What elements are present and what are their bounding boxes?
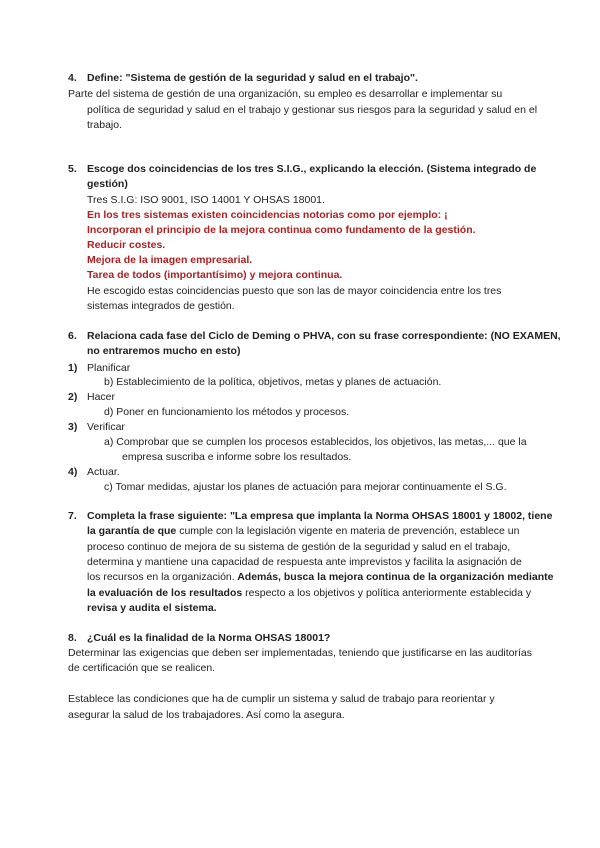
q7-bold-phrase: la evaluación de los resultados bbox=[87, 587, 243, 599]
q4-answer-line: Parte del sistema de gestión de una organización, su empleo es desarrollar e implementar su bbox=[68, 88, 503, 100]
q8-number: 8. bbox=[68, 632, 77, 644]
q5-red-line: Reducir costes. bbox=[87, 239, 166, 251]
phase-name: Hacer bbox=[87, 391, 116, 403]
q7-text: respecto a los objetivos y política anteriormente establecida y bbox=[242, 587, 532, 599]
phase-answer: d) Poner en funcionamiento los métodos y procesos. bbox=[104, 406, 350, 418]
q6-title-line: Relaciona cada fase del Ciclo de Deming o PHVA, con su frase correspondiente: (NO EXAMEN, bbox=[87, 330, 561, 342]
phase-number: 1) bbox=[68, 362, 78, 374]
q7-line bbox=[87, 571, 553, 584]
q7-line: revisa y audita el sistema. bbox=[87, 602, 217, 614]
q5-title-line: Escoge dos coincidencias de los tres S.I.G., explicando la elección. (Sistema integrado de bbox=[87, 163, 537, 175]
q6-title-line: no entraremos mucho en esto) bbox=[87, 345, 241, 357]
q4-title: Define: "Sistema de gestión de la seguridad y salud en el trabajo". bbox=[87, 72, 418, 84]
q8-paragraph-line: asegurar la salud de los trabajadores. Así como la asegura. bbox=[68, 709, 345, 721]
q4-number: 4. bbox=[68, 72, 77, 84]
q4-answer-line: trabajo. bbox=[87, 119, 123, 131]
q7-number: 7. bbox=[68, 510, 77, 522]
q5-conclusion-line: sistemas integrados de gestión. bbox=[87, 300, 235, 312]
q5-number: 5. bbox=[68, 163, 77, 175]
q5-title-line: gestión) bbox=[87, 178, 128, 190]
phase-answer: a) Comprobar que se cumplen los procesos establecidos, los objetivos, las metas,... que la bbox=[104, 436, 527, 448]
phase-number: 4) bbox=[68, 466, 78, 478]
q7-line: determina y mantiene una capacidad de respuesta ante imprevistos y facilita la asignación de bbox=[87, 556, 522, 568]
q7-bold-phrase: la garantía de que bbox=[87, 525, 177, 537]
q5-red-line: Incorporan el principio de la mejora continua como fundamento de la gestión. bbox=[87, 224, 476, 236]
q5-red-line: Tarea de todos (importantísimo) y mejora continua. bbox=[87, 269, 343, 281]
phase-number: 2) bbox=[68, 391, 78, 403]
q7-line: proceso continuo de mejora de su sistema de gestión de la seguridad y salud en el trabajo, bbox=[87, 541, 511, 553]
q5-red-line: Mejora de la imagen empresarial. bbox=[87, 254, 253, 266]
q8-paragraph-line: Establece las condiciones que ha de cumplir un sistema y salud de trabajo para reorientar y bbox=[68, 693, 495, 705]
q7-line: Completa la frase siguiente: "La empresa que implanta la Norma OHSAS 18001 y 18002, tiene bbox=[87, 510, 553, 522]
phase-name: Verificar bbox=[87, 421, 125, 433]
q8-paragraph-line: de certificación que se realicen. bbox=[68, 662, 216, 674]
q8-title: ¿Cuál es la finalidad de la Norma OHSAS 18001? bbox=[87, 632, 331, 644]
q7-line bbox=[87, 587, 531, 600]
q6-number: 6. bbox=[68, 330, 77, 342]
phase-answer: b) Establecimiento de la política, objetivos, metas y planes de actuación. bbox=[104, 376, 442, 388]
q4-answer-line: política de seguridad y salud en el trabajo y gestionar sus riesgos para la seguridad y salud en el bbox=[87, 104, 538, 116]
q5-red-line: En los tres sistemas existen coincidencias notorias como por ejemplo: ¡ bbox=[87, 209, 448, 221]
q8-paragraph-line: Determinar las exigencias que deben ser implementadas, teniendo que justificarse en las auditorías bbox=[68, 647, 533, 659]
q7-line bbox=[87, 525, 520, 538]
phase-name: Planificar bbox=[87, 362, 131, 374]
q5-conclusion-line: He escogido estas coincidencias puesto que son las de mayor coincidencia entre los tres bbox=[87, 285, 502, 297]
phase-answer: c) Tomar medidas, ajustar los planes de actuación para mejorar continuamente el S.G. bbox=[104, 481, 507, 493]
phase-number: 3) bbox=[68, 421, 78, 433]
phase-name: Actuar. bbox=[87, 466, 120, 478]
q7-text: cumple con la legislación vigente en materia de prevención, establece un bbox=[176, 525, 520, 537]
phase-answer: empresa suscriba e informe sobre los resultados. bbox=[122, 451, 352, 463]
q7-text: los recursos en la organización. bbox=[87, 571, 235, 583]
q5-sig-list: Tres S.I.G: ISO 9001, ISO 14001 Y OHSAS 18001. bbox=[87, 194, 325, 206]
q7-bold-phrase: Además, busca la mejora continua de la organización mediante bbox=[234, 571, 554, 583]
